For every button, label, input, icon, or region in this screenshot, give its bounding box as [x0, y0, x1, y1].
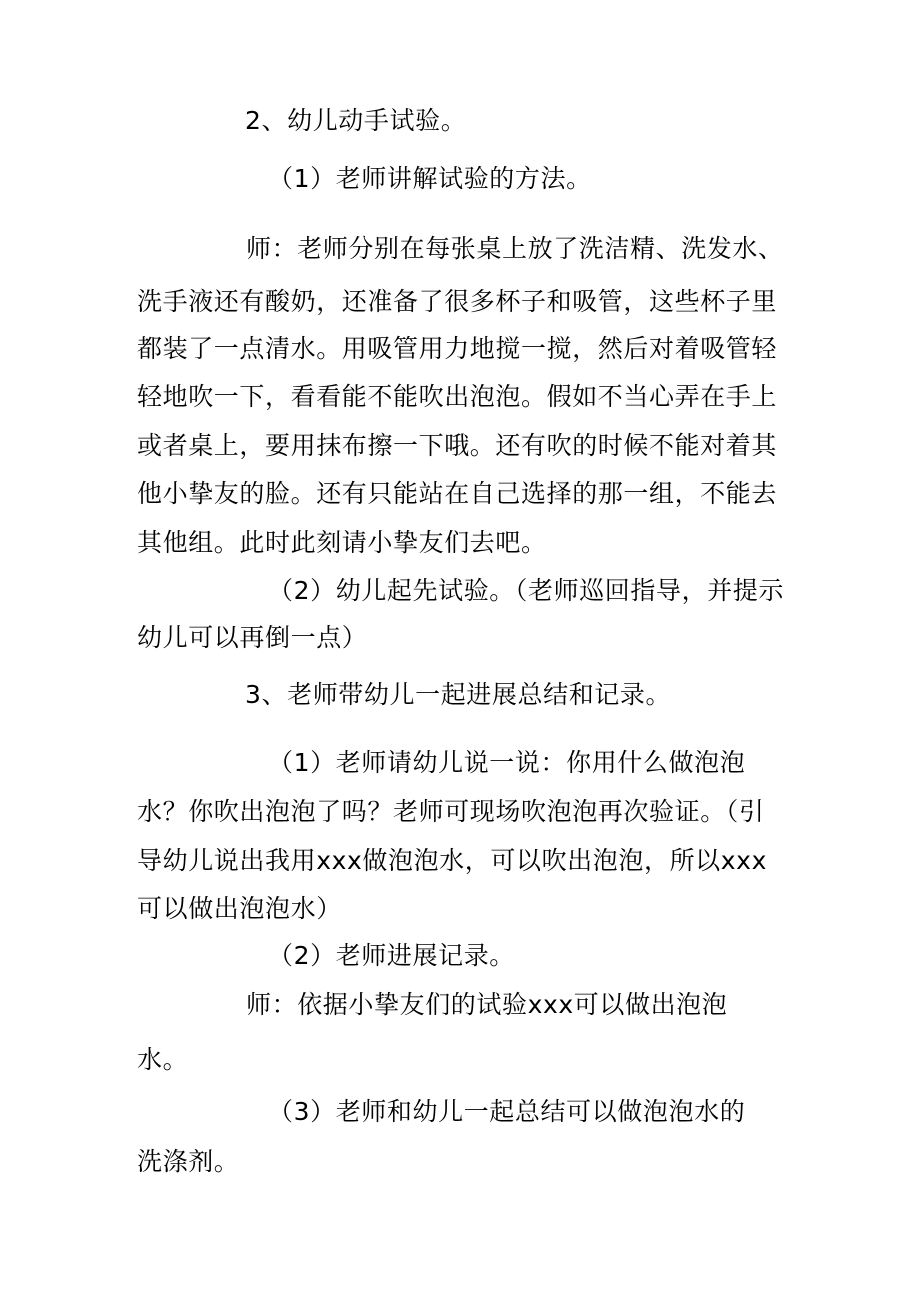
paragraph-line: 都装了一点清水。用吸管用力地搅一搅，然后对着吸管轻 [137, 334, 778, 363]
subheading-2-1: （1）老师讲解试验的方法。 [268, 164, 592, 193]
paragraph-line: 轻地吹一下，看看能不能吹出泡泡。假如不当心弄在手上 [137, 382, 778, 411]
paragraph-line: 他小挚友的脸。还有只能站在自己选择的那一组，不能去 [137, 479, 778, 508]
subheading-3-3: （3）老师和幼儿一起总结可以做泡泡水的 [268, 1097, 746, 1126]
paragraph-line: 师：依据小挚友们的试验xxx可以做出泡泡 [246, 990, 728, 1019]
paragraph-line: 可以做出泡泡水） [137, 894, 342, 923]
paragraph-line: 洗手液还有酸奶，还准备了很多杯子和吸管，这些杯子里 [137, 287, 778, 316]
paragraph-line: 洗涤剂。 [137, 1147, 240, 1176]
paragraph-line: 其他组。此时此刻请小挚友们去吧。 [137, 528, 547, 557]
heading-step-2: 2、幼儿动手试验。 [245, 106, 467, 135]
heading-step-3: 3、老师带幼儿一起进展总结和记录。 [245, 680, 672, 709]
subheading-3-2: （2）老师进展记录。 [268, 941, 515, 970]
paragraph-line: 导幼儿说出我用xxx做泡泡水，可以吹出泡泡，所以xxx [137, 846, 767, 875]
subheading-2-2: （2）幼儿起先试验。（老师巡回指导，并提示 [268, 576, 785, 605]
paragraph-line: 或者桌上，要用抹布擦一下哦。还有吹的时候不能对着其 [137, 431, 778, 460]
paragraph-line: 师：老师分别在每张桌上放了洗洁精、洗发水、 [246, 234, 784, 263]
subheading-3-1: （1）老师请幼儿说一说：你用什么做泡泡 [268, 748, 746, 777]
paragraph-line: 水。 [137, 1045, 189, 1074]
paragraph-line: 幼儿可以再倒一点） [137, 623, 368, 652]
paragraph-line: 水？你吹出泡泡了吗？老师可现场吹泡泡再次验证。（引 [137, 797, 765, 826]
